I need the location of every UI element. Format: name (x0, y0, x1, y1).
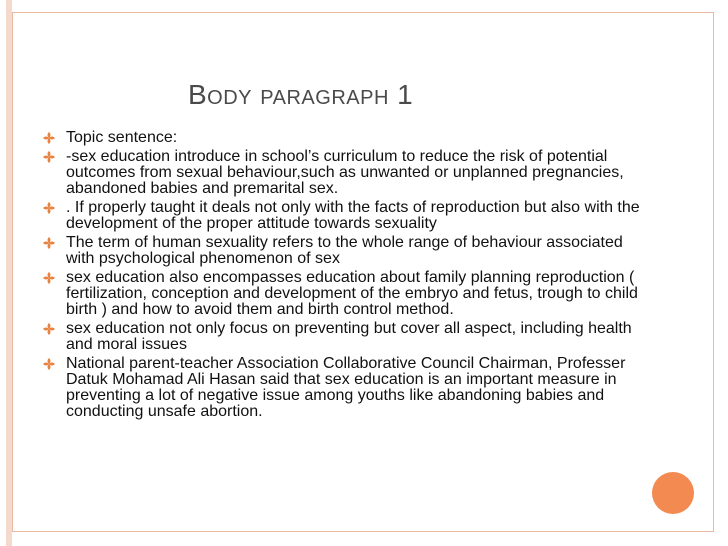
bullet-item (42, 235, 642, 267)
bullet-list (42, 130, 642, 423)
bullet-text: The term of human sexuality refers to the whole range of behaviour associated with psychological phenomenon of sex (66, 234, 623, 267)
leaf-bullet-icon (42, 271, 56, 285)
bullet-text: Topic sentence: (66, 129, 178, 146)
bullet-item (42, 149, 642, 197)
bullet-text: sex education also encompasses education about family planning reproduction ( fertilization, conception and development of the embryo and fetus, trough to child birth ) and how to avoid them and birth control method. (66, 269, 638, 318)
orange-circle-decoration (652, 472, 694, 514)
bullet-item (42, 130, 642, 146)
leaf-bullet-icon (42, 357, 56, 371)
bullet-text: sex education not only focus on preventing but cover all aspect, including health and moral issues (66, 320, 632, 353)
leaf-bullet-icon (42, 322, 56, 336)
bullet-text: National parent-teacher Association Collaborative Council Chairman, Professer Datuk Mohamad Ali Hasan said that sex education is an important measure in preventing a lot of negative issue among youths like abandoning babies and conducting unsafe abortion. (66, 355, 626, 420)
leaf-bullet-icon (42, 131, 56, 145)
leaf-bullet-icon (42, 201, 56, 215)
leaf-bullet-icon (42, 150, 56, 164)
slide-title: Body paragraph 1 (188, 79, 414, 110)
leaf-bullet-icon (42, 236, 56, 250)
bullet-item (42, 321, 642, 353)
bullet-item (42, 270, 642, 318)
bullet-text: -sex education introduce in school’s curriculum to reduce the risk of potential outcomes from sexual behaviour,such as unwanted or unplanned pregnancies, abandoned babies and premarital sex. (66, 148, 624, 197)
bullet-item (42, 356, 642, 420)
bullet-text: . If properly taught it deals not only with the facts of reproduction but also with the development of the proper attitude towards sexuality (66, 199, 640, 232)
bullet-item (42, 200, 642, 232)
